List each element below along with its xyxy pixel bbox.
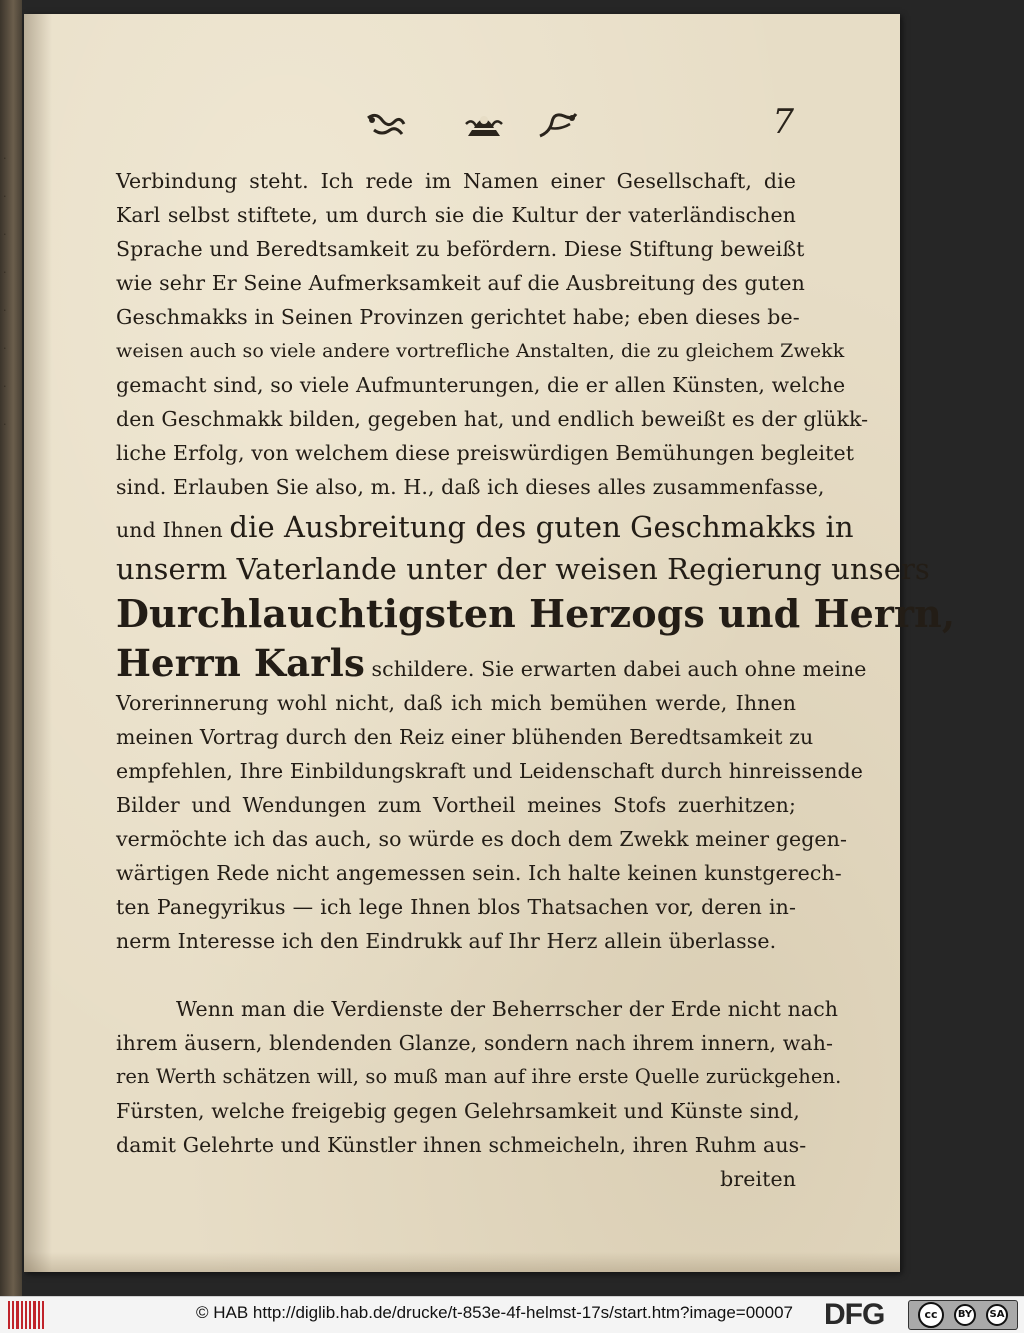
- text-line: ihrem äusern, blendenden Glanze, sondern nach ihrem innern, wah-: [116, 1031, 834, 1055]
- text-line: gemacht sind, so viele Aufmunterungen, die er allen Künsten, welche: [116, 373, 846, 397]
- text-line: nerm Interesse ich den Eindrukk auf Ihr Herz allein überlasse.: [116, 929, 777, 953]
- text-line: sind. Erlauben Sie also, m. H., daß ich dieses alles zusammenfasse,: [116, 475, 825, 499]
- emphasized-name: Herrn Karls: [116, 641, 365, 685]
- gutter-shadow: [24, 14, 52, 1272]
- text-line: ten Panegyrikus — ich lege Ihnen blos Thatsachen vor, deren in-: [116, 895, 796, 919]
- previous-page-marks: · · · · · · · ·: [3, 152, 7, 431]
- emphasized-line: unserm Vaterlande unter der weisen Regierung unsers: [116, 552, 930, 586]
- catchword: breiten: [720, 1167, 796, 1191]
- viewer-footer: [0, 1296, 1024, 1333]
- text-line: ren Werth schätzen will, so muß man auf ihre erste Quelle zurückgehen.: [116, 1065, 842, 1088]
- text-line: liche Erfolg, von welchem diese preiswürdigen Bemühungen begleitet: [116, 441, 855, 465]
- header-ornament-right-icon: [536, 110, 580, 142]
- text-line: vermöchte ich das auch, so würde es doch dem Zwekk meiner gegen-: [116, 827, 847, 851]
- creative-commons-icon[interactable]: [908, 1300, 1018, 1330]
- text-line: Sprache und Beredtsamkeit zu befördern. Diese Stiftung beweißt: [116, 237, 805, 261]
- emphasized-text: die Ausbreitung des guten Geschmakks in: [229, 510, 854, 544]
- body-text: [116, 164, 956, 1196]
- text-line: empfehlen, Ihre Einbildungskraft und Leidenschaft durch hinreissende: [116, 759, 863, 783]
- cc-sa-icon: SA: [986, 1304, 1008, 1326]
- text-fragment: und Ihnen: [116, 518, 223, 542]
- previous-page-edge: [0, 0, 22, 1296]
- text-line: Karl selbst stiftete, um durch sie die Kultur der vaterländischen: [116, 203, 796, 227]
- barcode-icon: [8, 1301, 44, 1329]
- dfg-logo: DFG: [824, 1298, 885, 1331]
- text-line-emphasis: [116, 640, 867, 686]
- source-credit-link[interactable]: © HAB http://diglib.hab.de/drucke/t-853e-4f-helmst-17s/start.htm?image=00007: [196, 1303, 793, 1322]
- text-fragment: schildere. Sie erwarten dabei auch ohne meine: [371, 657, 867, 681]
- text-line: Verbindung steht. Ich rede im Namen einer Gesellschaft, die: [116, 169, 796, 193]
- text-line: meinen Vortrag durch den Reiz einer blühenden Beredtsamkeit zu: [116, 725, 814, 749]
- page-header: [324, 102, 794, 150]
- cc-logo: cc: [918, 1302, 944, 1328]
- bottom-shadow: [24, 1252, 900, 1272]
- emphasized-line-title: Durchlauchtigsten Herzogs und Herrn,: [116, 591, 956, 636]
- text-line: wärtigen Rede nicht angemessen sein. Ich halte keinen kunstgerech-: [116, 861, 842, 885]
- text-line: Vorerinnerung wohl nicht, daß ich mich bemühen werde, Ihnen: [116, 691, 796, 715]
- text-line: Geschmakks in Seinen Provinzen gerichtet habe; eben dieses be-: [116, 305, 800, 329]
- text-line: Fürsten, welche freigebig gegen Gelehrsamkeit und Künste sind,: [116, 1099, 800, 1123]
- page-number: 7: [772, 102, 794, 142]
- text-line: weisen auch so viele andere vortrefliche Anstalten, die zu gleichem Zwekk: [116, 340, 845, 362]
- book-page: [24, 14, 956, 1272]
- text-line-emphasis: [116, 504, 854, 550]
- text-line: damit Gelehrte und Künstler ihnen schmeicheln, ihren Ruhm aus-: [116, 1133, 807, 1157]
- text-line: Bilder und Wendungen zum Vortheil meines Stofs zuerhitzen;: [116, 793, 796, 817]
- header-ornament-center-icon: [462, 110, 506, 142]
- text-line: wie sehr Er Seine Aufmerksamkeit auf die Ausbreitung des guten: [116, 271, 805, 295]
- paragraph-gap: [116, 958, 796, 992]
- text-line: den Geschmakk bilden, gegeben hat, und endlich beweißt es der glükk-: [116, 407, 869, 431]
- header-ornament-left-icon: [364, 110, 408, 142]
- cc-by-icon: BY: [954, 1304, 976, 1326]
- text-line: Wenn man die Verdienste der Beherrscher der Erde nicht nach: [176, 997, 839, 1021]
